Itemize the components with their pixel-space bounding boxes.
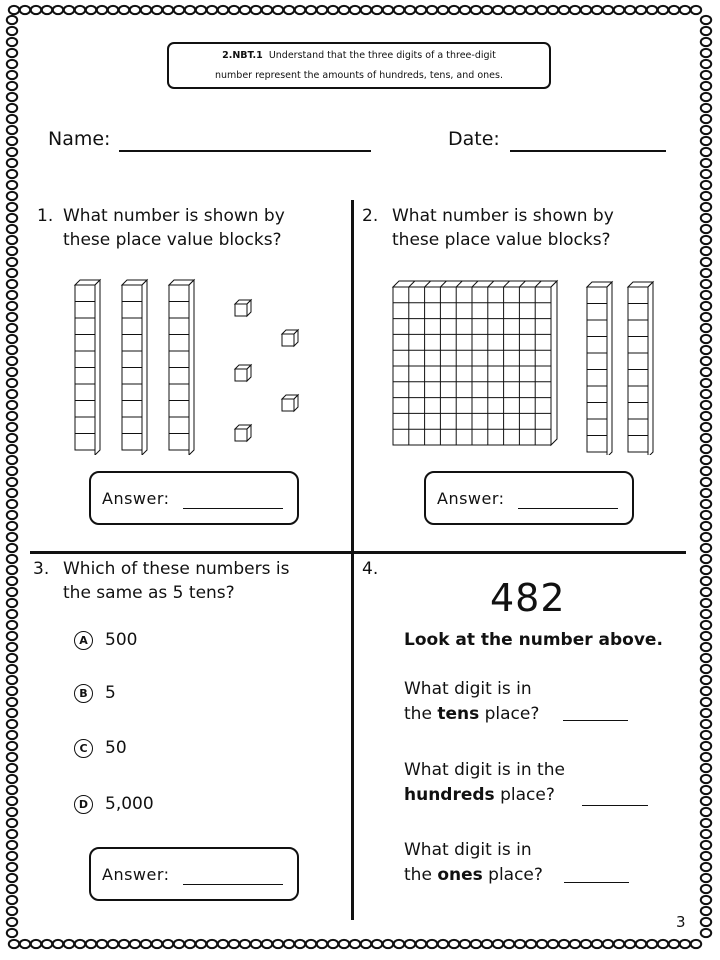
- option-a-bubble[interactable]: A: [74, 631, 93, 650]
- question-2-answer-label: Answer:: [437, 489, 505, 508]
- question-3-line1: Which of these numbers is: [63, 559, 290, 579]
- horizontal-divider: [30, 551, 686, 554]
- one-cube: [282, 330, 298, 346]
- standard-description: [167, 42, 551, 89]
- ten-rod: [587, 282, 612, 455]
- question-1-answer-label: Answer:: [102, 489, 170, 508]
- question-4c-pre: the: [404, 865, 432, 885]
- option-d-bubble[interactable]: D: [74, 795, 93, 814]
- question-2-number: 2.: [362, 206, 379, 226]
- question-2-place-value-blocks: [385, 275, 675, 455]
- ten-rod: [75, 280, 100, 455]
- question-2-answer-line[interactable]: [518, 508, 618, 509]
- question-4-instruction: Look at the number above.: [404, 630, 663, 650]
- ten-rod: [122, 280, 147, 455]
- date-field[interactable]: [510, 150, 666, 152]
- option-a-value: 500: [105, 630, 138, 650]
- ten-rod: [169, 280, 194, 455]
- name-label: Name:: [48, 128, 111, 150]
- question-3-text: [63, 557, 289, 605]
- question-4b: [404, 758, 565, 808]
- ten-rod: [628, 282, 653, 455]
- question-1-line2: these place value blocks?: [63, 230, 282, 250]
- question-3-line2: the same as 5 tens?: [63, 583, 235, 603]
- question-3-number: 3.: [33, 559, 50, 579]
- standard-text-line1: Understand that the three digits of a three-digit: [268, 50, 496, 61]
- one-cube: [282, 395, 298, 411]
- standard-code: 2.NBT.1: [222, 50, 263, 61]
- question-4a-keyword: tens: [437, 704, 480, 724]
- question-1-text: [63, 204, 285, 252]
- question-2-answer-box[interactable]: [424, 471, 634, 525]
- question-3-answer-label: Answer:: [102, 865, 170, 884]
- question-4b-post: place?: [500, 785, 555, 805]
- question-1-answer-box[interactable]: [89, 471, 299, 525]
- question-4a-post: place?: [484, 704, 540, 724]
- question-4b-line1: What digit is in the: [404, 760, 565, 780]
- question-4b-answer-blank[interactable]: [582, 805, 648, 806]
- question-4a-answer-blank[interactable]: [563, 720, 628, 721]
- question-4a-line1: What digit is in: [404, 679, 532, 699]
- one-cube: [235, 425, 251, 441]
- option-d-value: 5,000: [105, 794, 154, 814]
- page-number: 3: [676, 913, 686, 931]
- hundred-flat: [393, 281, 557, 445]
- option-b-bubble[interactable]: B: [74, 684, 93, 703]
- question-1-answer-line[interactable]: [183, 508, 283, 509]
- question-4c-post: place?: [488, 865, 543, 885]
- date-label: Date:: [448, 128, 500, 150]
- question-4a-pre: the: [404, 704, 432, 724]
- question-4c-line1: What digit is in: [404, 840, 532, 860]
- standard-text-line2: number represent the amounts of hundreds, tens, and ones.: [215, 70, 503, 81]
- option-c-value: 50: [105, 738, 127, 758]
- question-2-line1: What number is shown by: [392, 206, 614, 226]
- question-3-answer-box[interactable]: [89, 847, 299, 901]
- name-field[interactable]: [119, 150, 371, 152]
- target-number: 482: [490, 576, 566, 620]
- question-1-number: 1.: [37, 206, 54, 226]
- question-4c-keyword: ones: [437, 865, 483, 885]
- question-2-line2: these place value blocks?: [392, 230, 611, 250]
- vertical-divider: [351, 200, 354, 920]
- one-cube: [235, 300, 251, 316]
- option-b-value: 5: [105, 683, 116, 703]
- question-3-answer-line[interactable]: [183, 884, 283, 885]
- option-c-bubble[interactable]: C: [74, 739, 93, 758]
- question-1-place-value-blocks: [60, 275, 340, 455]
- question-4c: [404, 838, 543, 888]
- question-1-line1: What number is shown by: [63, 206, 285, 226]
- question-4-number: 4.: [362, 559, 379, 579]
- question-4b-keyword: hundreds: [404, 785, 495, 805]
- question-4c-answer-blank[interactable]: [564, 882, 629, 883]
- one-cube: [235, 365, 251, 381]
- question-2-text: [392, 204, 614, 252]
- question-4a: [404, 677, 539, 727]
